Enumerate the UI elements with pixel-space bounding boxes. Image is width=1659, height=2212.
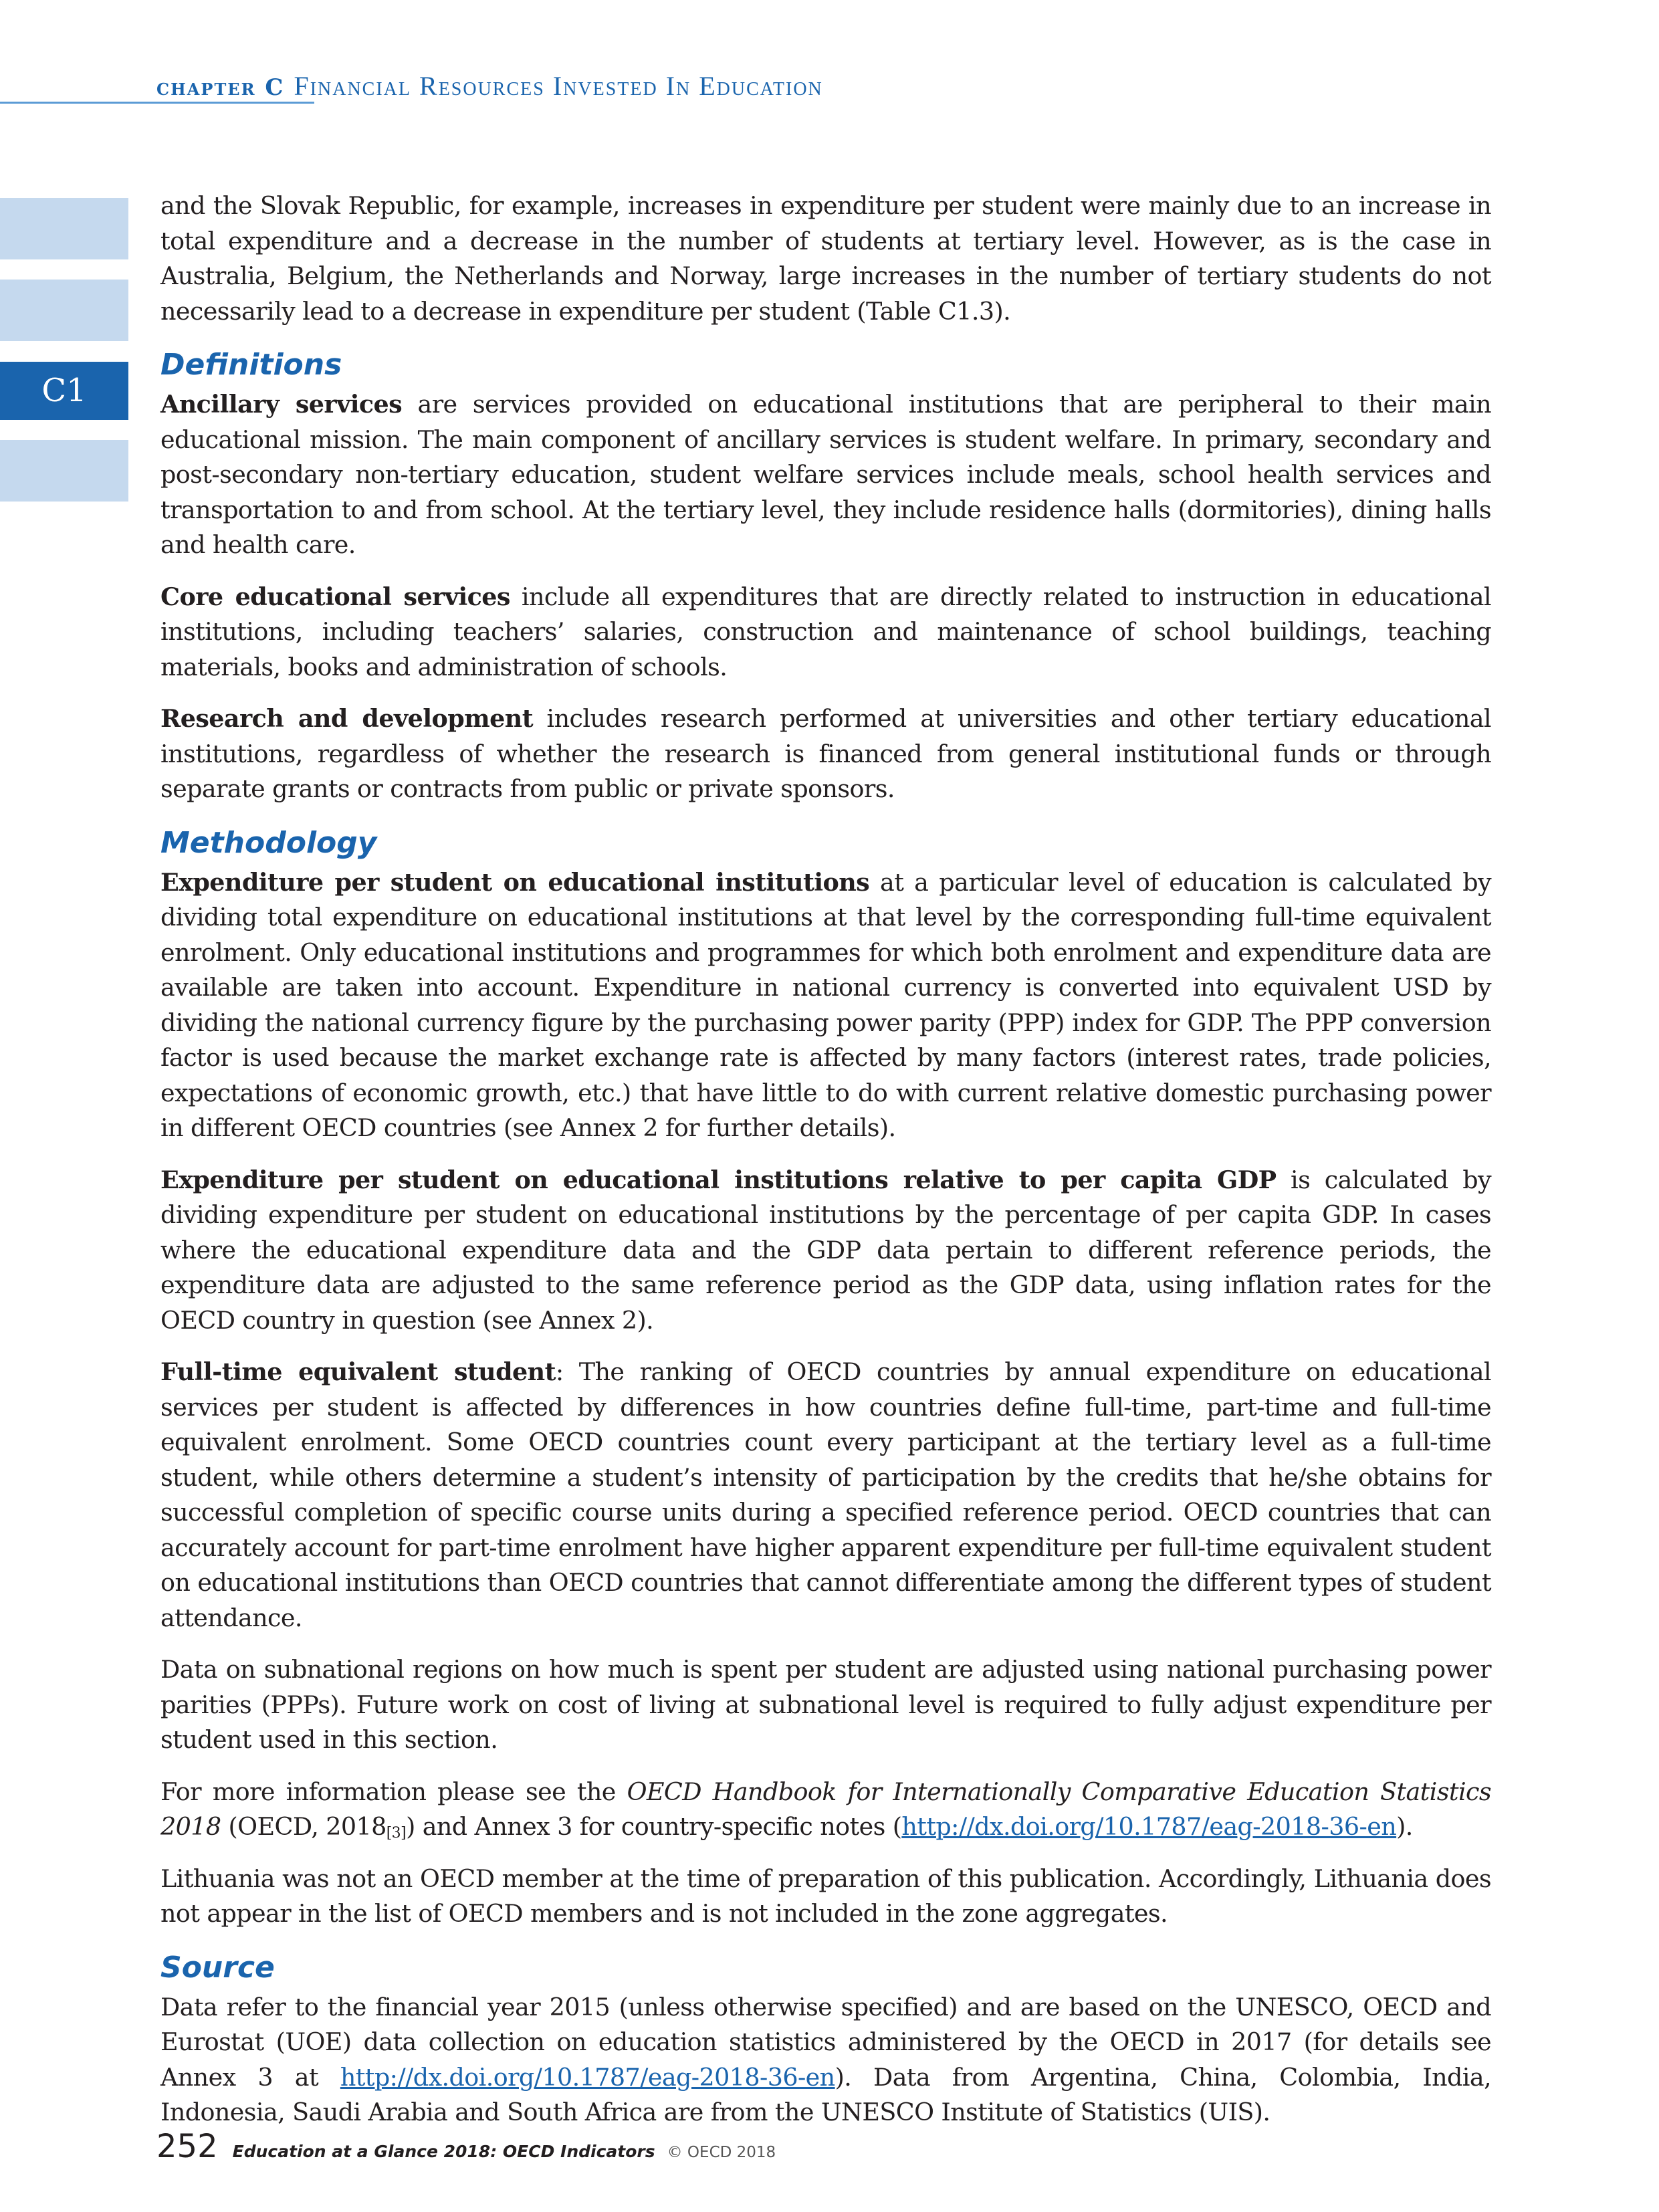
annex-link[interactable]: http://dx.doi.org/10.1787/eag-2018-36-en xyxy=(340,2062,835,2092)
country-notes-link[interactable]: http://dx.doi.org/10.1787/eag-2018-36-en xyxy=(901,1812,1397,1841)
page-footer xyxy=(156,2128,776,2165)
handbook-title: OECD Handbook for Internationally Comparative Education Statistics 2018 xyxy=(160,1777,1492,1841)
definition-ancillary: Ancillary services are services provided on educational institutions that are peripheral to their main educational mission. The main component of ancillary services is student welfare. In primary, secondary and post-secondary non-tertiary education, student welfare services include meals, school health services and transportation to and from school. At the tertiary level, they include residence halls (dormitories), dining halls and health care. xyxy=(160,390,1492,559)
term: Expenditure per student on educational institutions relative to per capita GDP xyxy=(160,1165,1277,1194)
methodology-fte: Full-time equivalent student: The ranking of OECD countries by annual expenditure on educational services per student is affected by differences in how countries define full-time, part-time and full-time equivalent enrolment. Some OECD countries count every participant at the tertiary level as a full-time student, while others determine a student’s intensity of participation by the credits that he/she obtains for successful completion of specific course units during a specified reference period. OECD countries that can accurately account for part-time enrolment have higher apparent expenditure per full-time equivalent student on educational institutions than OECD countries that cannot differentiate among the different types of student attendance. xyxy=(160,1357,1491,1632)
subnational-paragraph: Data on subnational regions on how much is spent per student are adjusted using national purchasing power parities (PPPs). Future work on cost of living at subnational level is required to fully adjust expenditure per student used in this section. xyxy=(160,1655,1491,1754)
main-content xyxy=(160,189,1491,2147)
chapter-label: chapter C xyxy=(156,74,285,101)
source-paragraph: Data refer to the financial year 2015 (unless otherwise specified) and are based on the UNESCO, OECD and Eurostat (UOE) data collection on education statistics administered by the OECD in 2017 (for details see Annex 3 at http://dx.doi.org/10.1787/eag-2018-36-en). Data from Argentina, China, Colombia, India, Indonesia, Saudi Arabia and South Africa are from the UNESCO Institute of Statistics (UIS). xyxy=(160,1992,1492,2126)
methodology-expenditure: Expenditure per student on educational institutions at a particular level of education is calculated by dividing total expenditure on educational institutions at that level by the corresponding full-time equivalent enrolment. Only educational institutions and programmes for which both enrolment and expenditure data are available are taken into account. Expenditure in national currency is converted into equivalent USD by dividing the national currency figure by the purchasing power parity (PPP) index for GDP. The PPP conversion factor is used because the market exchange rate is affected by many factors (interest rates, trade policies, expectations of economic growth, etc.) that have little to do with current relative domestic purchasing power in different OECD countries (see Annex 2 for further details). xyxy=(160,867,1491,1142)
term: Expenditure per student on educational institutions xyxy=(160,867,870,897)
more-info-paragraph: For more information please see the OECD Handbook for Internationally Comparative Education Statistics 2018 (OECD, $2018_{[3]}$) and Annex 3 for country-specific notes (http://dx.doi.org/10.1787/eag-2018-36-en). xyxy=(160,1777,1492,1842)
running-header xyxy=(156,70,823,102)
term: Research and development xyxy=(160,704,533,733)
methodology-heading: Methodology xyxy=(160,825,377,860)
methodology-relative-gdp: Expenditure per student on educational institutions relative to per capita GDP is calculated by dividing expenditure per student on educational institutions by the percentage of per capita GDP. In cases where the educational expenditure data and the GDP data pertain to different reference periods, the expenditure data are adjusted to the same reference period as the GDP data, using inflation rates for the OECD country in question (see Annex 2). xyxy=(160,1165,1491,1335)
term: Core educational services xyxy=(160,582,510,611)
page-number: 252 xyxy=(156,2128,218,2165)
definition-core: Core educational services include all expenditures that are directly related to instruction in educational institutions, including teachers’ salaries, construction and maintenance of school buildings, teaching materials, books and administration of schools. xyxy=(160,582,1491,681)
definitions-heading: Definitions xyxy=(160,348,342,382)
chapter-title: Financial Resources Invested In Education xyxy=(294,71,823,101)
reference: [3] xyxy=(386,1825,407,1842)
copyright: © OECD 2018 xyxy=(667,2144,776,2161)
definition-research: Research and development includes research performed at universities and other tertiary educational institutions, regardless of whether the research is financed from general institutional funds or through separate grants or contracts from public or private sponsors. xyxy=(160,704,1491,803)
lithuania-paragraph: Lithuania was not an OECD member at the time of preparation of this publication. Accordingly, Lithuania does not appear in the list of OECD members and is not included in the zone aggregates. xyxy=(160,1864,1491,1928)
source-heading: Source xyxy=(160,1950,275,1985)
side-tab-active: C1 xyxy=(0,362,128,420)
header-rule xyxy=(0,102,314,104)
term: Full-time equivalent student xyxy=(160,1357,556,1386)
term: Ancillary services xyxy=(160,390,403,419)
side-tab-1 xyxy=(0,198,128,259)
side-tab-4 xyxy=(0,440,128,502)
side-tab-2 xyxy=(0,280,128,341)
publication-title: Education at a Glance 2018: OECD Indicators xyxy=(232,2142,655,2161)
intro-paragraph: and the Slovak Republic, for example, increases in expenditure per student were mainly due to an increase in total expenditure and a decrease in the number of students at tertiary level. However, as is the case in Australia, Belgium, the Netherlands and Norway, large increases in the number of tertiary students do not necessarily lead to a decrease in expenditure per student (Table C1.3). xyxy=(160,191,1491,326)
